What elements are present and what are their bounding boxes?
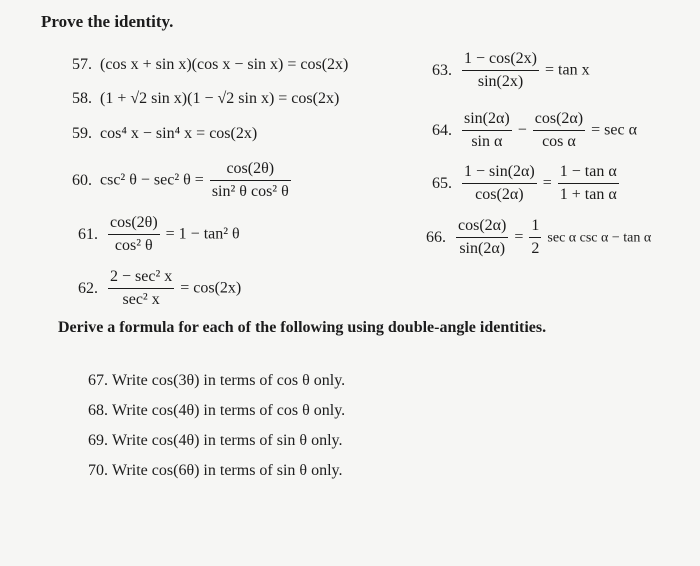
problem-rhs: sec α csc α − tan α [547,230,652,246]
problem-rhs: = sec α [591,121,637,139]
problem-number: 61. [78,225,98,243]
task-text: Write cos(4θ) in terms of cos θ only. [112,402,346,419]
problem-60 [72,160,293,202]
problem-59 [72,126,257,142]
problem-number: 64. [432,121,452,139]
fraction-denominator: cos² θ [114,237,153,255]
task-text: Write cos(4θ) in terms of sin θ only. [112,432,343,449]
problem-63 [432,50,590,92]
task-67 [88,372,349,390]
task-number: 67. [88,372,108,389]
fraction [462,163,537,205]
fraction-denominator: sin(2α) [459,240,506,258]
problem-expression: cos⁴ x − sin⁴ x = cos(2x) [100,125,258,142]
fraction-denominator: sec² x [122,291,160,309]
task-69 [88,432,347,450]
operator: = [542,174,552,192]
problem-rhs: = 1 − tan² θ [165,225,240,243]
fraction-denominator: 2 [531,240,540,258]
problem-number: 66. [426,228,446,246]
fraction-numerator: sin(2α) [462,110,512,131]
fraction [108,214,160,256]
fraction-numerator: 1 − cos(2x) [462,50,539,71]
problem-57 [72,57,348,73]
fraction [108,268,174,310]
fraction [210,160,291,202]
section-title-prove: Prove the identity. [41,12,174,31]
fraction-denominator: sin² θ cos² θ [211,183,289,201]
problem-lhs: csc² θ − sec² θ = [100,171,204,189]
problem-61 [78,214,240,256]
fraction [529,217,541,259]
task-70 [88,462,347,480]
operator: = [514,228,524,246]
fraction [462,50,539,92]
problem-number: 59. [72,125,92,142]
problem-number: 63. [432,61,452,79]
problem-expression: (1 + √2 sin x)(1 − √2 sin x) = cos(2x) [100,90,340,107]
fraction-denominator: cos α [542,133,576,151]
fraction-numerator: 1 − tan α [558,163,619,184]
task-number: 70. [88,462,108,479]
task-number: 69. [88,432,108,449]
fraction [533,110,585,152]
fraction-numerator: 1 [529,217,541,238]
fraction-denominator: cos(2α) [475,186,524,204]
fraction [558,163,619,205]
fraction-numerator: cos(2α) [533,110,585,131]
problem-66 [426,217,651,259]
problem-62 [78,268,241,310]
problem-65 [432,163,621,205]
fraction-numerator: 1 − sin(2α) [462,163,537,184]
task-number: 68. [88,402,108,419]
fraction-denominator: sin(2x) [477,73,524,91]
problem-64 [432,110,637,152]
problem-number: 57. [72,56,92,73]
fraction-numerator: 2 − sec² x [108,268,174,289]
problem-rhs: = tan x [545,61,590,79]
problem-expression: (cos x + sin x)(cos x − sin x) = cos(2x) [100,56,349,73]
fraction [456,217,508,259]
problem-number: 62. [78,279,98,297]
operator: − [517,121,527,139]
problem-58 [72,91,339,107]
task-68 [88,402,349,420]
problem-number: 65. [432,174,452,192]
fraction-numerator: cos(2α) [456,217,508,238]
fraction-denominator: sin α [471,133,503,151]
problem-number: 58. [72,90,92,107]
problem-rhs: = cos(2x) [180,279,242,297]
section-title-derive: Derive a formula for each of the following using double-angle identities. [58,319,547,336]
task-text: Write cos(3θ) in terms of cos θ only. [112,372,346,389]
fraction [462,110,512,152]
fraction-numerator: cos(2θ) [108,214,160,235]
task-text: Write cos(6θ) in terms of sin θ only. [112,462,343,479]
fraction-numerator: cos(2θ) [210,160,291,181]
problem-number: 60. [72,171,92,189]
fraction-denominator: 1 + tan α [559,186,617,204]
